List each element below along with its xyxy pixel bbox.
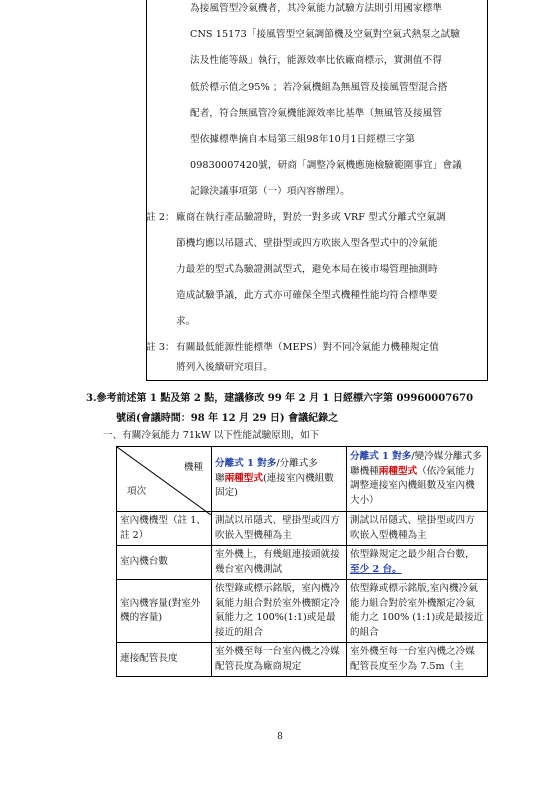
text-line: 法及性能等級」執行，能源效率比依廠商標示，實測值不得 <box>190 55 443 66</box>
diagonal-line <box>117 447 211 515</box>
header-highlight: 兩種型式 <box>224 472 263 484</box>
row-cell: 依型錄或標示銘版，室內機冷氣能力組合對於室外機額定冷氣能力之 100%(1:1)或是最接近的組合 <box>212 580 347 643</box>
header-text: （依冷氣能力調整連接室內機組數及室內機大小） <box>350 465 475 506</box>
row-cell: 依型錄或標示銘版,室內機冷氣能力組合對於室外機額定冷氣能力之 100% (1:1)或是最接近的組合 <box>347 580 488 643</box>
text-line: 09830007420號，研商「調整冷氣機應施檢驗範圍事宜」會議 <box>190 160 462 171</box>
row-label: 室內機容量(對室外機的容量) <box>117 580 212 643</box>
table-row <box>117 643 488 677</box>
header-col-2 <box>212 447 347 512</box>
header-text: /變冷媒分離式多聯機種 <box>350 451 482 477</box>
row-label: 連接配管長度 <box>117 643 212 677</box>
cell-highlight: 至少 2 台。 <box>350 563 402 575</box>
text-line: 有關最低能源性能標準（MEPS）對不同冷氣能力機種規定值 <box>176 342 439 353</box>
header-type-label: 機種 <box>183 462 203 473</box>
note-label: 註 2： <box>146 212 175 223</box>
note-label: 註 3： <box>146 342 175 353</box>
header-item-label: 項次 <box>127 486 147 497</box>
cell-text: 依型錄規定之最少組合台數， <box>350 549 475 560</box>
text-line: 配者，符合無風管冷氣機能源效率比基準（無風管及接風管 <box>190 108 443 119</box>
row-cell: 室外機至每一台室內機之冷媒配管長度為廠商規定 <box>212 643 347 677</box>
header-text: (連接室內機組數固定) <box>215 472 334 499</box>
text-line: 記錄決議事項第（一）項內容辦理）。 <box>190 186 350 197</box>
test-principles-table <box>116 446 488 677</box>
header-text: 聯 <box>215 472 225 484</box>
text-line: 型依據標準摘自本局第三組98年10月1日經標三字第 <box>190 134 415 145</box>
page-number: 8 <box>277 732 283 742</box>
subsection-heading: 一、有關冷氣能力 71kW 以下性能試驗原則，如下 <box>103 430 320 441</box>
header-highlight: 兩種型式 <box>378 465 418 477</box>
section-3-heading-cont: 號函(會議時間：98 年 12 月 29 日) 會議紀錄之 <box>116 413 339 424</box>
row-cell <box>347 546 488 580</box>
table-header-row <box>117 447 488 512</box>
row-label: 室內機台數 <box>117 546 212 580</box>
text-line: 求。 <box>176 316 196 327</box>
header-text: /分離式多 <box>276 458 318 470</box>
table-row <box>117 512 488 546</box>
header-highlight: 分離式 1 對多 <box>350 451 412 462</box>
row-cell: 測試以吊隱式、壁掛型或四方吹嵌入型機種為主 <box>212 512 347 546</box>
text-line: 節機均應以吊隱式、壁掛型或四方吹嵌入型各型式中的冷氣能 <box>176 238 438 249</box>
text-line: 廠商在執行產品驗證時，對於一對多或 VRF 型式分離式空氣調 <box>176 212 446 223</box>
header-highlight: 分離式 1 對多 <box>215 458 277 470</box>
row-cell: 室外機至每一台室內機之冷媒配管長度至少為 7.5m（主 <box>347 643 488 677</box>
section-3-heading: 3.參考前述第 1 點及第 2 點，建議修改 99 年 2 月 1 日經標六字第 09960007670 <box>86 393 474 404</box>
header-col-3 <box>347 447 488 512</box>
text-line: 低於標示值之95% ；若冷氣機組為無風管及接風管型混合搭 <box>190 82 448 93</box>
text-line: 為接風管型冷氣機者，其冷氣能力試驗方法則引用國家標準 <box>190 3 443 14</box>
text-line: CNS 15173「接風管型空氣調節機及空氣對空氣式熱泵之試驗 <box>190 29 461 40</box>
header-diagonal-cell <box>117 447 212 512</box>
text-line: 將列入後續研究項目。 <box>176 362 273 373</box>
table-row <box>117 580 488 643</box>
row-cell: 測試以吊隱式、壁掛型或四方吹嵌入型機種為主 <box>347 512 488 546</box>
row-cell: 室外機上，有幾組連接頭就接幾台室內機測試 <box>212 546 347 580</box>
text-line: 造成試驗爭議，此方式亦可確保全型式機種性能均符合標準要 <box>176 290 438 301</box>
row-label: 室內機機型（註 1、註 2） <box>117 512 212 546</box>
text-line: 力最差的型式為驗證測試型式，避免本局在後市場管理抽測時 <box>176 264 438 275</box>
table-row <box>117 546 488 580</box>
